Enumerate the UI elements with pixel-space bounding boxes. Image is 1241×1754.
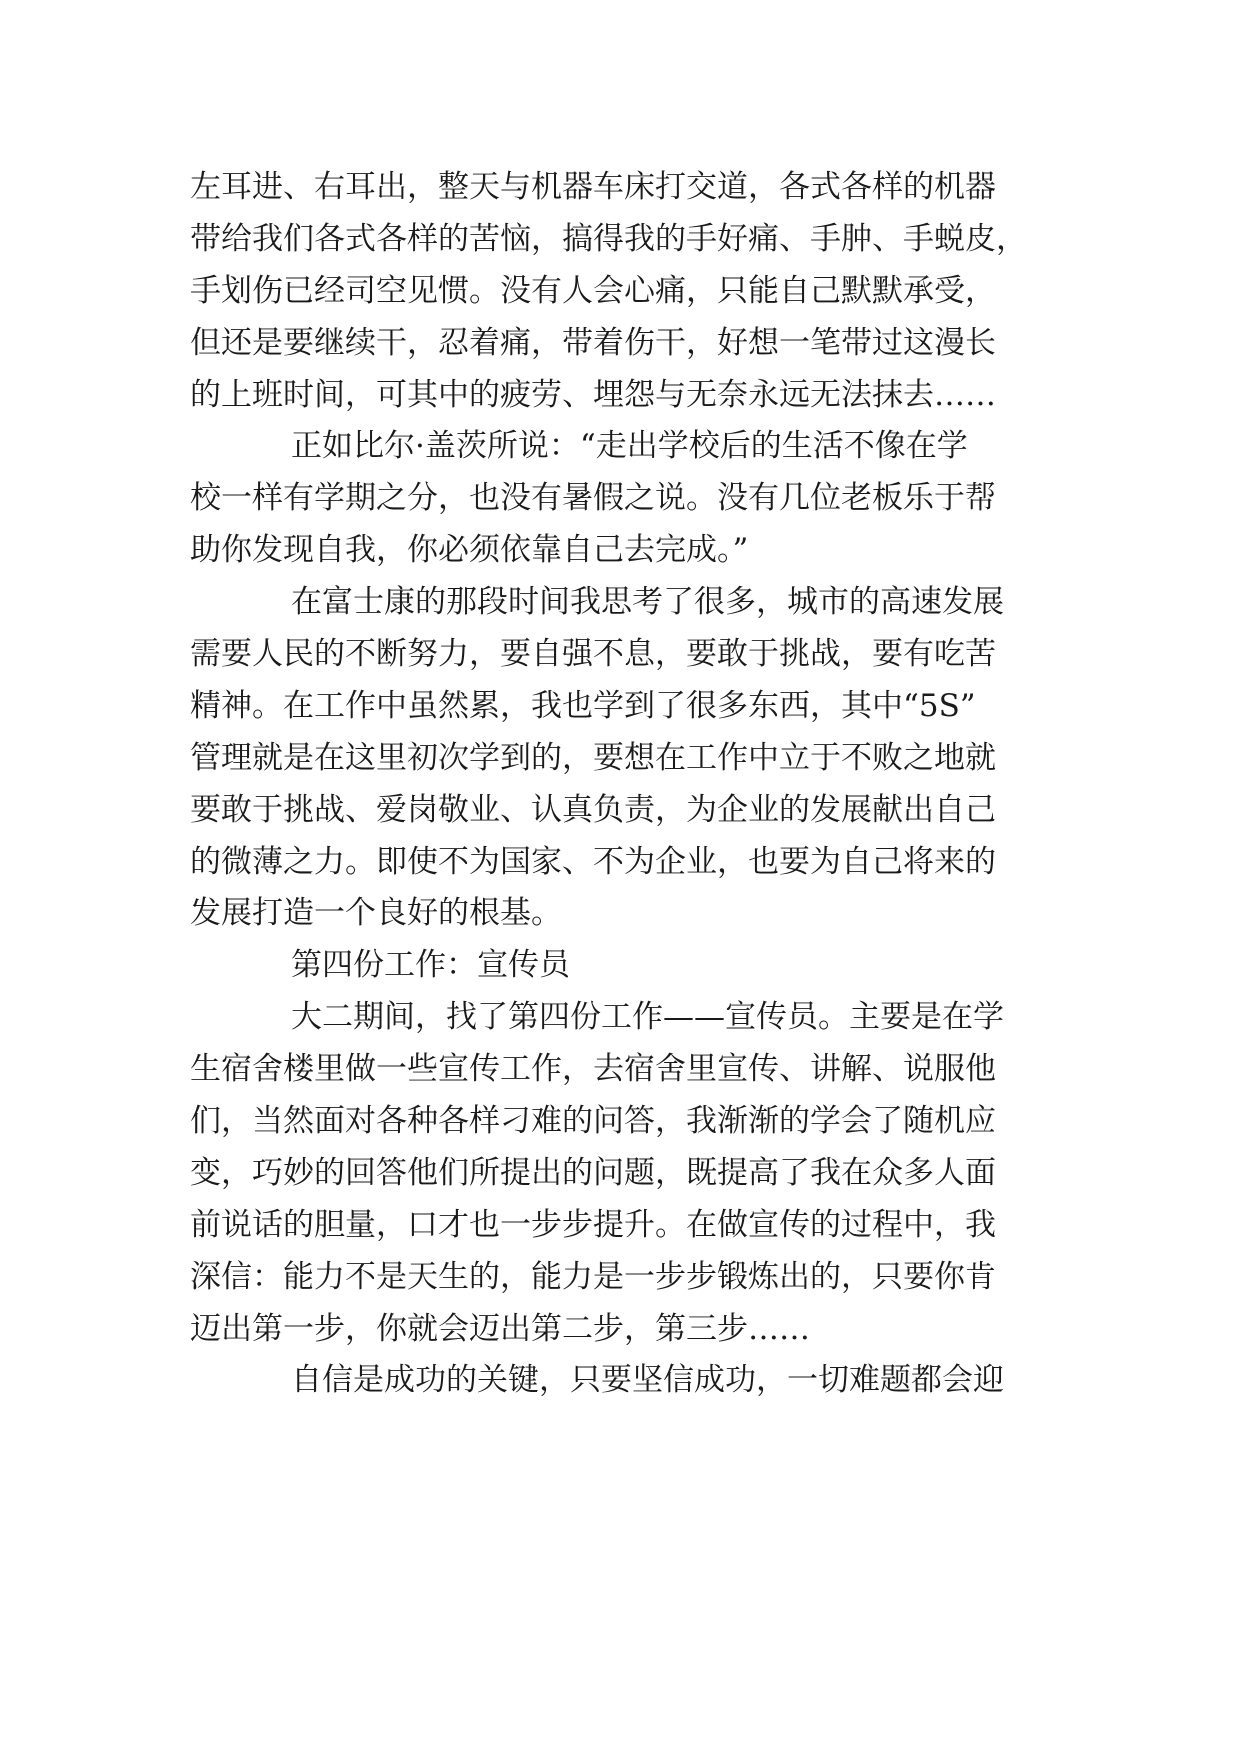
text-line: 校一样有学期之分，也没有暑假之说。没有几位老板乐于帮 xyxy=(190,480,996,517)
document-body xyxy=(190,162,1058,1407)
text-line: 深信：能力不是天生的，能力是一步步锻炼出的，只要你肯 xyxy=(190,1258,996,1295)
text-line: 需要人民的不断努力，要自强不息，要敢于挑战，要有吃苦 xyxy=(190,636,996,673)
text-line: 管理就是在这里初次学到的，要想在工作中立于不败之地就 xyxy=(190,739,996,776)
text-line: 大二期间，找了第四份工作——宣传员。主要是在学 xyxy=(291,999,1004,1036)
text-line: 手划伤已经司空见惯。没有人会心痛，只能自己默默承受， xyxy=(190,272,996,309)
text-line: 精神。在工作中虽然累，我也学到了很多东西，其中“5S” xyxy=(190,687,976,724)
text-line: 自信是成功的关键，只要坚信成功，一切难题都会迎 xyxy=(291,1362,1004,1399)
text-line: 在富士康的那段时间我思考了很多，城市的高速发展 xyxy=(291,584,1004,621)
text-line: 第四份工作：宣传员 xyxy=(291,947,570,984)
text-line: 发展打造一个良好的根基。 xyxy=(190,895,562,932)
text-line: 正如比尔·盖茨所说：“走出学校后的生活不像在学 xyxy=(291,428,968,465)
text-line: 们，当然面对各种各样刁难的问答，我渐渐的学会了随机应 xyxy=(190,1103,996,1140)
text-line: 迈出第一步，你就会迈出第二步，第三步…… xyxy=(190,1310,810,1347)
text-line: 变，巧妙的回答他们所提出的问题，既提高了我在众多人面 xyxy=(190,1154,996,1191)
text-line: 的微薄之力。即使不为国家、不为企业，也要为自己将来的 xyxy=(190,843,996,880)
text-line: 生宿舍楼里做一些宣传工作，去宿舍里宣传、讲解、说服他 xyxy=(190,1051,996,1088)
text-line: 带给我们各式各样的苦恼，搞得我的手好痛、手肿、手蜕皮， xyxy=(190,220,1027,257)
text-line: 但还是要继续干，忍着痛，带着伤干，好想一笔带过这漫长 xyxy=(190,324,996,361)
text-line: 的上班时间，可其中的疲劳、埋怨与无奈永远无法抹去…… xyxy=(190,376,996,413)
text-line: 前说话的胆量，口才也一步步提升。在做宣传的过程中，我 xyxy=(190,1206,996,1243)
text-line: 左耳进、右耳出，整天与机器车床打交道，各式各样的机器 xyxy=(190,169,996,205)
text-line: 要敢于挑战、爱岗敬业、认真负责，为企业的发展献出自己 xyxy=(190,791,996,828)
text-line: 助你发现自我，你必须依靠自己去完成。” xyxy=(190,532,749,569)
